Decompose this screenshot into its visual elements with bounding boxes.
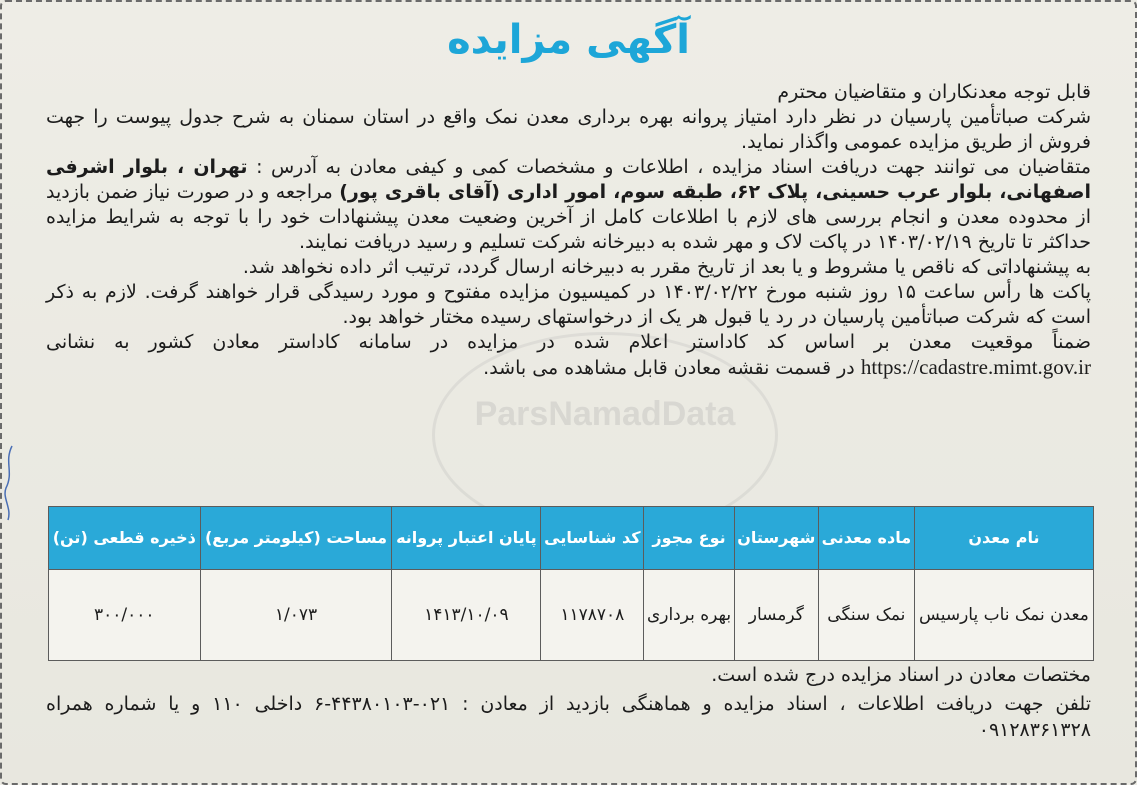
table-header-row: [49, 507, 1094, 570]
table-cell: گرمسار: [734, 570, 818, 661]
notice-body: [46, 80, 1091, 381]
table-cell: ۱۱۷۸۷۰۸: [541, 570, 644, 661]
table-cell: معدن نمک ناب پارسیس: [914, 570, 1093, 661]
notice-footer: [46, 662, 1091, 746]
header-cell: پایان اعتبار پروانه: [392, 507, 541, 570]
specs-note: مختصات معادن در اسناد مزایده درج شده است.: [711, 664, 1091, 686]
table-cell: بهره برداری: [644, 570, 734, 661]
address-bold: تهران ، بلوار اشرفی اصفهانی، بلوار عرب حسینی، پلاک ۶۲، طبقه سوم، امور اداری (آقای باقری پور): [46, 156, 1091, 203]
table-cell: ۱۴۱۳/۱۰/۰۹: [392, 570, 541, 661]
header-cell: نام معدن: [914, 507, 1093, 570]
address-tail: مراجعه و در صورت نیاز ضمن بازدید از محدوده معدن و انجام بررسی های لازم با اطلاعات کامل از آخرین وضعیت معدن پیشنهادات خود را با توجه به شرایط مزایده حداکثر تا تاریخ ۱۴۰۳/۰۲/۱۹ در پاکت لاک و مهر شده به دبیرخانه شرکت تسلیم و رسید دریافت نمایند.: [46, 181, 1091, 253]
header-cell: مساحت (کیلومتر مربع): [200, 507, 392, 570]
location-tail: در قسمت نقشه معادن قابل مشاهده می باشد.: [483, 357, 861, 379]
greeting: قابل توجه معدنکاران و متقاضیان محترم: [777, 81, 1091, 103]
location-lead: ضمناً موقعیت معدن بر اساس کد کاداستر اعلام شده در مزایده در سامانه کاداستر معادن کشور به نشانی: [46, 331, 1091, 353]
opening-paragraph: پاکت ها رأس ساعت ۱۵ روز شنبه مورخ ۱۴۰۳/۰۲/۲۲ در کمیسیون مزایده مفتوح و مورد رسیدگی قرار خواهند گرفت. لازم به ذکر است که شرکت صبا‌تأمین پارسیان در رد یا قبول هر یک از درخواستهای رسیده مختار خواهد بود.: [46, 281, 1091, 328]
address-paragraph: [46, 155, 1091, 255]
header-cell: کد شناسایی: [541, 507, 644, 570]
watermark-text: ParsNamadData: [474, 395, 736, 433]
cadastre-link[interactable]: https://cadastre.mimt.gov.ir: [860, 355, 1091, 379]
table-cell: ۱/۰۷۳: [200, 570, 392, 661]
table-row: [49, 570, 1094, 661]
location-paragraph: [46, 330, 1091, 381]
intro-paragraph: شرکت صبا‌تأمین پارسیان در نظر دارد امتیاز پروانه بهره برداری معدن نمک واقع در استان سمنان به شرح جدول پیوست را جهت فروش از طریق مزایده عمومی واگذار نماید.: [46, 106, 1091, 153]
page-title: آگهی مزایده: [447, 17, 690, 63]
header-cell: ماده معدنی: [818, 507, 914, 570]
header-cell: ذخیره قطعی (تن): [49, 507, 201, 570]
pen-stroke-mark: [2, 442, 16, 522]
mines-table: [48, 506, 1094, 661]
table-cell: ۳۰۰/۰۰۰: [49, 570, 201, 661]
header-cell: نوع مجوز: [644, 507, 734, 570]
late-notice: به پیشنهاداتی که ناقص یا مشروط و یا بعد از تاریخ مقرر به دبیرخانه ارسال گردد، ترتیب اثر داده نخواهد شد.: [242, 256, 1091, 278]
table-cell: نمک سنگی: [818, 570, 914, 661]
header-cell: شهرستان: [734, 507, 818, 570]
contact-phone: تلفن جهت دریافت اطلاعات ، اسناد مزایده و هماهنگی بازدید از معادن : ۰۲۱-۴۴۳۸۰۱۰۳-۶ داخلی ۱۱۰ و یا شماره همراه ۰۹۱۲۸۳۶۱۳۲۸: [46, 693, 1091, 741]
address-lead: متقاضیان می توانند جهت دریافت اسناد مزایده ، اطلاعات و مشخصات کمی و کیفی معادن به آدرس :: [247, 156, 1091, 178]
